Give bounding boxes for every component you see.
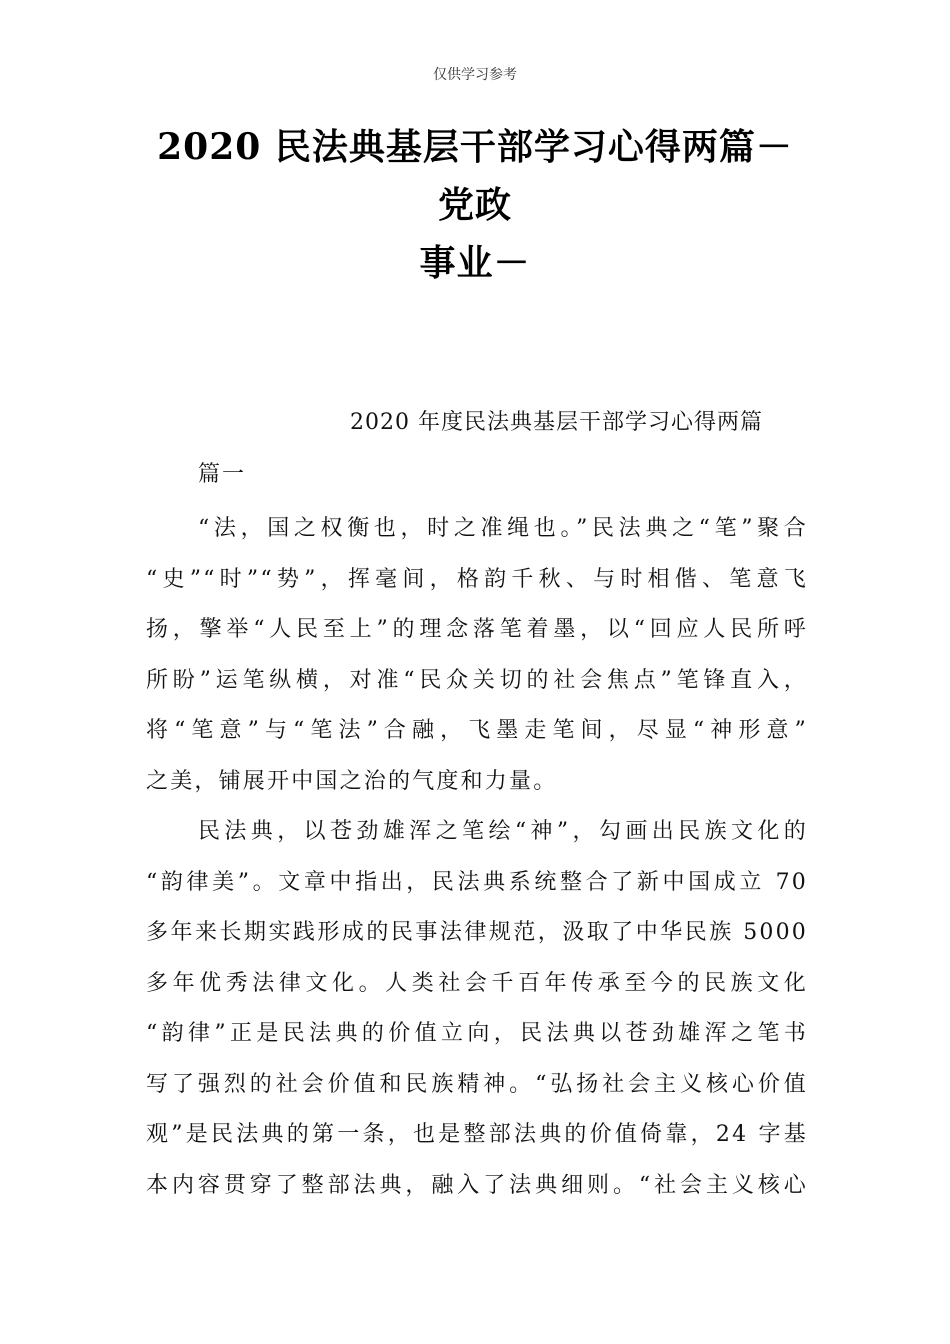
header-note: 仅供学习参考	[433, 67, 517, 83]
document-title	[140, 118, 810, 292]
paragraph-line: 观”是民法典的第一条，也是整部法典的价值倚靠，24 字基	[146, 1122, 808, 1147]
paragraph-line: 本内容贯穿了整部法典，融入了法典细则。“社会主义核心	[146, 1172, 808, 1198]
document-title-line-2: 事业－	[419, 242, 531, 284]
section-label: 篇一	[198, 462, 247, 487]
paragraph-line: “韵律”正是民法典的价值立向，民法典以苍劲雄浑之笔书	[146, 1021, 808, 1046]
paragraph-line: 之美，铺展开中国之治的气度和力量。	[146, 768, 558, 794]
paragraph-line: “韵律美”。文章中指出，民法典系统整合了新中国成立 70	[146, 869, 808, 895]
paragraph-2	[146, 807, 808, 1211]
body-text	[146, 504, 808, 1211]
paragraph-line: 将“笔意”与“笔法”合融，飞墨走笔间，尽显“神形意”	[146, 718, 808, 743]
paragraph-line: 写了强烈的社会价值和民族精神。“弘扬社会主义核心价值	[146, 1071, 808, 1097]
document-subtitle: 2020 年度民法典基层干部学习心得两篇	[350, 410, 763, 435]
paragraph-line: 民法典，以苍劲雄浑之笔绘“神”，勾画出民族文化的	[198, 819, 808, 844]
document-title-line-1: 2020 民法典基层干部学习心得两篇－党政	[157, 126, 793, 226]
paragraph-line: 多年优秀法律文化。人类社会千百年传承至今的民族文化	[146, 970, 808, 996]
paragraph-line: 所盼”运笔纵横，对准“民众关切的社会焦点”笔锋直入，	[146, 667, 808, 693]
paragraph-line: 扬，擎举“人民至上”的理念落笔着墨，以“回应人民所呼	[146, 617, 808, 642]
paragraph-line: “法，国之权衡也，时之准绳也。”民法典之“笔”聚合	[198, 516, 808, 541]
paragraph-line: “史”“时”“势”，挥毫间，格韵千秋、与时相偕、笔意飞	[146, 566, 808, 592]
paragraph-1	[146, 504, 808, 807]
paragraph-line: 多年来长期实践形成的民事法律规范，汲取了中华民族 5000	[146, 920, 808, 945]
